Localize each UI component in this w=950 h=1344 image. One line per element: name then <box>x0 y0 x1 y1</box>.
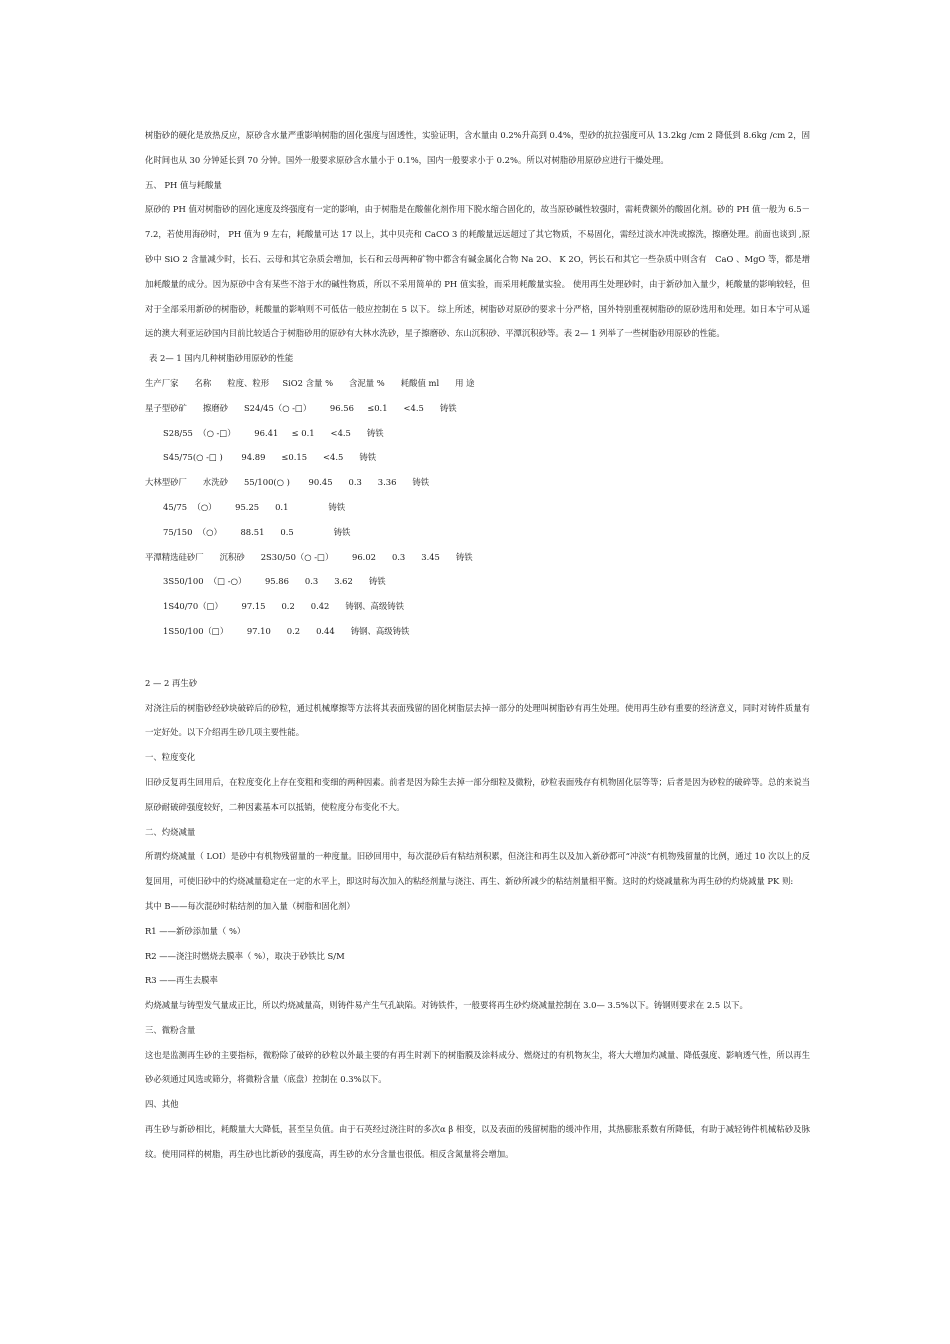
subsection-heading-loi: 二、灼烧减量 <box>145 826 196 837</box>
table-row: S28/55 （○ -□） 96.41 ≤ 0.1 <4.5 铸铁 <box>163 427 384 438</box>
definition-b: 其中 B——每次混砂时粘结剂的加入量（树脂和固化剂） <box>145 900 355 911</box>
paragraph-loi: 所谓灼烧减量（ LOI）是砂中有机物残留量的一种度量。旧砂回用中，每次混砂后有粘结剂积累，但浇注和再生以及加入新砂都可“冲淡”有机物残留量的比例，通过 10 次以上的反复回用，可使旧砂中的灼烧减量稳定在一定的水平上，即这时每次加入的粘经剂量与浇注、再生、新砂所减少的粘结剂量相平衡。这时的灼烧减量称为再生砂的灼烧减量 PK 则: <box>145 851 810 887</box>
paragraph-grain-size: 旧砂反复再生回用后，在粒度变化上存在变粗和变细的两种因素。前者是因为除生去掉一部分细粒及微粉，砂粒表面残存有机物固化层等等；后者是因为砂粒的破碎等。总的来说当原砂耐破碎强度较好，二种因素基本可以抵销，使粒度分布变化不大。 <box>145 776 810 812</box>
section-heading-ph: 五、 PH 值与耗酸量 <box>145 179 222 190</box>
table-row: 3S50/100 （□ -○） 95.86 0.3 3.62 铸铁 <box>163 576 386 587</box>
sand-properties-table <box>145 371 810 644</box>
table-row: 平潭精选硅砂厂 沉积砂 2S30/50（○ -□） 96.02 0.3 3.45 铸铁 <box>145 551 473 562</box>
table-row: 1S40/70（□） 97.15 0.2 0.42 铸钢、高级铸铁 <box>163 601 404 612</box>
table-row: 45/75 （○） 95.25 0.1 铸铁 <box>163 501 346 512</box>
table-row: 大林型砂厂 水洗砂 55/100(○ ) 90.45 0.3 3.36 铸铁 <box>145 477 430 488</box>
spacer <box>145 644 810 671</box>
table-row: 1S50/100（□） 97.10 0.2 0.44 铸钢、高级铸铁 <box>163 625 410 636</box>
subsection-heading-grain-size: 一、粒度变化 <box>145 752 196 763</box>
paragraph-fines: 这也是监测再生砂的主要指标，微粉除了破碎的砂粒以外最主要的有再生时剥下的树脂膜及涂料成分、燃烧过的有机物灰尘，将大大增加灼减量、降低强度、影响透气性，所以再生砂必须通过风选或筛分，将微粉含量（底盘）控制在 0.3%以下。 <box>145 1049 810 1085</box>
paragraph-recycled-sand: 对浇注后的树脂砂经砂块破碎后的砂粒，通过机械摩擦等方法将其表面残留的固化树脂层去掉一部分的处理叫树脂砂有再生处理。使用再生砂有重要的经济意义，同时对铸件质量有一定好处。以下介绍再生砂几项主要性能。 <box>145 702 810 738</box>
subsection-heading-fines: 三、微粉含量 <box>145 1024 196 1035</box>
table-caption: 表 2— 1 国内几种树脂砂用原砂的性能 <box>149 353 294 364</box>
paragraph-other: 再生砂与新砂相比，耗酸量大大降低，甚至呈负值。由于石英经过浇注时的多次α β 相变，以及表面的残留树脂的缓冲作用，其热膨胀系数有所降低，有助于减轻铸件机械粘砂及脉纹。使用同样的树脂，再生砂也比新砂的强度高，再生砂的水分含量也很低。相反含氮量将会增加。 <box>145 1124 810 1159</box>
table-header-row: 生产厂家 名称 粒度、粒形 SiO2 含量 % 含泥量 % 耗酸值 ml 用 途 <box>145 377 475 388</box>
document-page <box>145 123 810 1167</box>
subsection-heading-other: 四、其他 <box>145 1099 179 1110</box>
definition-r2: R2 ——浇注时燃烧去膜率（ %），取决于砂铁比 S/M <box>145 950 345 961</box>
definition-r1: R1 ——新砂添加量（ %） <box>145 925 246 936</box>
table-row: S45/75(○ -□ ) 94.89 ≤0.15 <4.5 铸铁 <box>163 452 377 463</box>
paragraph-intro: 树脂砂的硬化是放热反应，原砂含水量严重影响树脂的固化强度与固透性，实验证明，含水量由 0.2%升高到 0.4%，型砂的抗拉强度可从 13.2kg /cm 2 降低到 8.6kg /cm 2，固化时间也从 30 分钟延长到 70 分钟。国外一般要求原砂含水量小于 0.1%，国内一般要求小于 0.2%。所以对树脂砂用原砂应进行干燥处理。 <box>145 130 810 165</box>
table-row: 星子型砂矿 擦磨砂 S24/45（○ -□） 96.56 ≤0.1 <4.5 铸铁 <box>145 402 457 413</box>
paragraph-loi-limits: 灼烧减量与铸型发气量成正比，所以灼烧减量高，则铸件易产生气孔缺陷。对铸铁件，一般要将再生砂灼烧减量控制在 3.0— 3.5%以下。铸钢则要求在 2.5 以下。 <box>145 1000 748 1011</box>
table-row: 75/150 （○） 88.51 0.5 铸铁 <box>163 526 351 537</box>
section-heading-recycled-sand: 2 — 2 再生砂 <box>145 677 198 688</box>
definition-r3: R3 ——再生去膜率 <box>145 975 218 986</box>
paragraph-ph: 原砂的 PH 值对树脂砂的固化速度及终强度有一定的影响，由于树脂是在酸催化剂作用下脱水缩合固化的，故当原砂碱性较强时，需耗费额外的酸固化剂。砂的 PH 值一般为 6.5－ 7.2，若使用海砂时， PH 值为 9 左右，耗酸量可达 17 以上，其中贝壳和 CaCO 3 的耗酸量远远超过了其它物质，不易固化，需经过淡水冲洗或擦洗，擦磨处理。前面也谈到 ,原砂中 SiO 2 含量减少时，长石、云母和其它杂质会增加，长石和云母两种矿物中都含有碱金属化合物 Na 2O、 K 2O，钙长石和其它一些杂质中则含有 CaO 、MgO 等，都是增加耗酸量的成分。因为原砂中含有某些不溶于水的碱性物质，所以不采用简单的 PH 值实验，而采用耗酸量实验。 使用再生处理砂时，由于新砂加入量少，耗酸量的影响较轻，但对于全部采用新砂的树脂砂，耗酸量的影响则不可低估一般应控制在 5 以下。 综上所述，树脂砂对原砂的要求十分严格，国外特别重视树脂砂的原砂选用和处理。如日本宁可从遥远的澳大利亚运砂国内目前比较适合于树脂砂用的原砂有大林水洗砂，星子擦磨砂、东山沉积砂、平潭沉积砂等。表 2— 1 列举了一些树脂砂用原砂的性能。 <box>145 204 810 339</box>
